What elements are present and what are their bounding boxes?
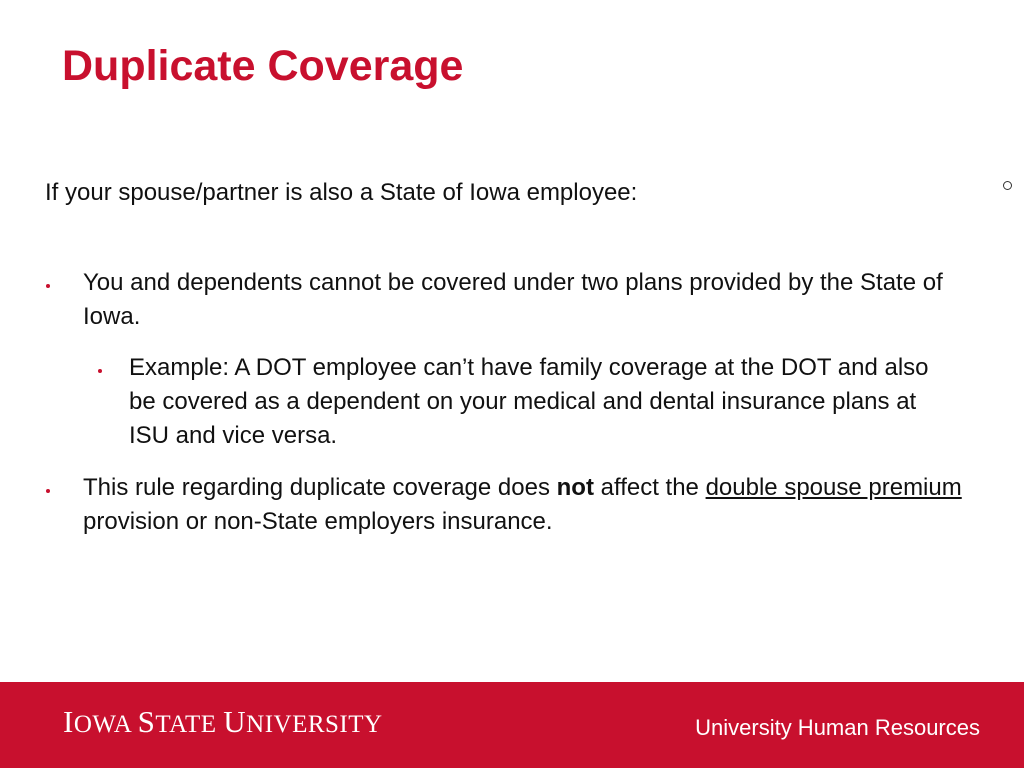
bullet-2-bold: not <box>556 474 594 501</box>
department-name: University Human Resources <box>695 715 980 740</box>
university-logo: IOWA STATE UNIVERSITY <box>63 704 383 739</box>
bullet-2-underlined: double spouse premium <box>705 474 962 501</box>
bullet-dot-icon <box>46 284 50 288</box>
bullet-2-part1: This rule regarding duplicate coverage does <box>83 474 557 501</box>
sub-bullet-dot-icon <box>98 369 102 373</box>
bullet-1: You and dependents cannot be covered under two plans provided by the State of Iowa. <box>83 269 943 330</box>
bullet-2 <box>83 471 973 539</box>
circle-marker-icon <box>1003 181 1012 190</box>
intro-text: If your spouse/partner is also a State of Iowa employee: <box>45 179 638 206</box>
footer-bar <box>0 682 1024 768</box>
bullet-dot-icon <box>46 489 50 493</box>
sub-bullet-1: Example: A DOT employee can’t have family coverage at the DOT and also be covered as a dependent on your medical and dental insurance plans at ISU and vice versa. <box>129 354 929 449</box>
slide-title: Duplicate Coverage <box>62 42 464 90</box>
bullet-2-part2: affect the <box>593 474 706 501</box>
bullet-2-part3: provision or non-State employers insurance. <box>83 508 553 535</box>
